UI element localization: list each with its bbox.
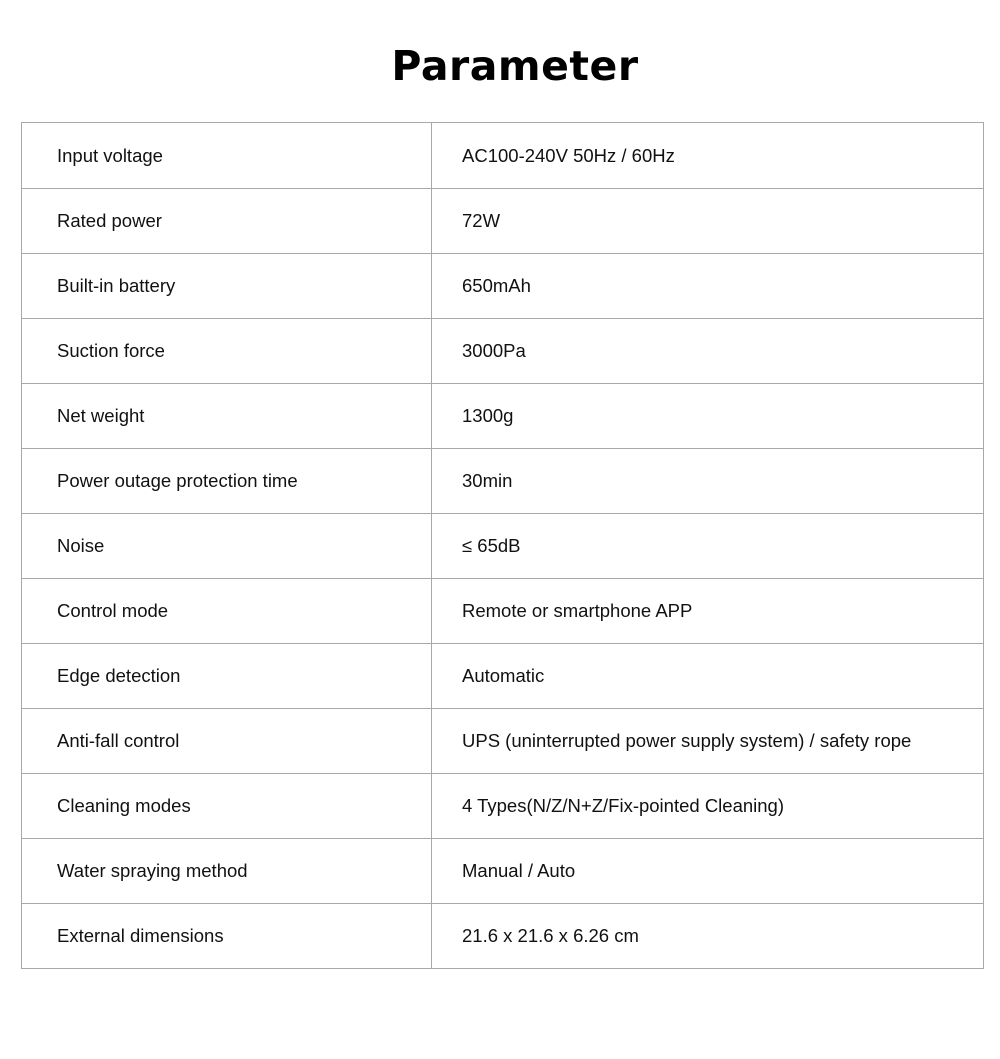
parameter-value: 650mAh bbox=[432, 254, 984, 319]
table-row bbox=[22, 774, 984, 839]
parameter-label: Cleaning modes bbox=[22, 774, 432, 839]
table-row bbox=[22, 904, 984, 969]
parameter-value: UPS (uninterrupted power supply system) / safety rope bbox=[432, 709, 984, 774]
page-title: Parameter bbox=[391, 42, 639, 90]
parameter-label: Control mode bbox=[22, 579, 432, 644]
parameter-value: 72W bbox=[432, 189, 984, 254]
table-row bbox=[22, 449, 984, 514]
parameter-label: Water spraying method bbox=[22, 839, 432, 904]
parameter-label: Input voltage bbox=[22, 123, 432, 189]
parameter-label: Edge detection bbox=[22, 644, 432, 709]
parameter-label: Power outage protection time bbox=[22, 449, 432, 514]
parameter-label: Built-in battery bbox=[22, 254, 432, 319]
parameter-label: Noise bbox=[22, 514, 432, 579]
parameter-table bbox=[21, 122, 984, 969]
parameter-value: 30min bbox=[432, 449, 984, 514]
parameter-label: Rated power bbox=[22, 189, 432, 254]
table-row bbox=[22, 514, 984, 579]
parameter-label: External dimensions bbox=[22, 904, 432, 969]
parameter-value: Manual / Auto bbox=[432, 839, 984, 904]
table-row bbox=[22, 123, 984, 189]
table-row bbox=[22, 384, 984, 449]
parameter-label: Suction force bbox=[22, 319, 432, 384]
parameter-label: Net weight bbox=[22, 384, 432, 449]
parameter-value: 1300g bbox=[432, 384, 984, 449]
parameter-value: 4 Types(N/Z/N+Z/Fix-pointed Cleaning) bbox=[432, 774, 984, 839]
table-row bbox=[22, 579, 984, 644]
parameter-table-body bbox=[22, 123, 984, 969]
parameter-value: 21.6 x 21.6 x 6.26 cm bbox=[432, 904, 984, 969]
parameter-value: Automatic bbox=[432, 644, 984, 709]
parameter-label: Anti-fall control bbox=[22, 709, 432, 774]
table-row bbox=[22, 644, 984, 709]
table-row bbox=[22, 254, 984, 319]
table-row bbox=[22, 709, 984, 774]
table-row bbox=[22, 319, 984, 384]
table-row bbox=[22, 189, 984, 254]
parameter-value: AC100-240V 50Hz / 60Hz bbox=[432, 123, 984, 189]
parameter-value: ≤ 65dB bbox=[432, 514, 984, 579]
parameter-value: 3000Pa bbox=[432, 319, 984, 384]
table-row bbox=[22, 839, 984, 904]
parameter-value: Remote or smartphone APP bbox=[432, 579, 984, 644]
